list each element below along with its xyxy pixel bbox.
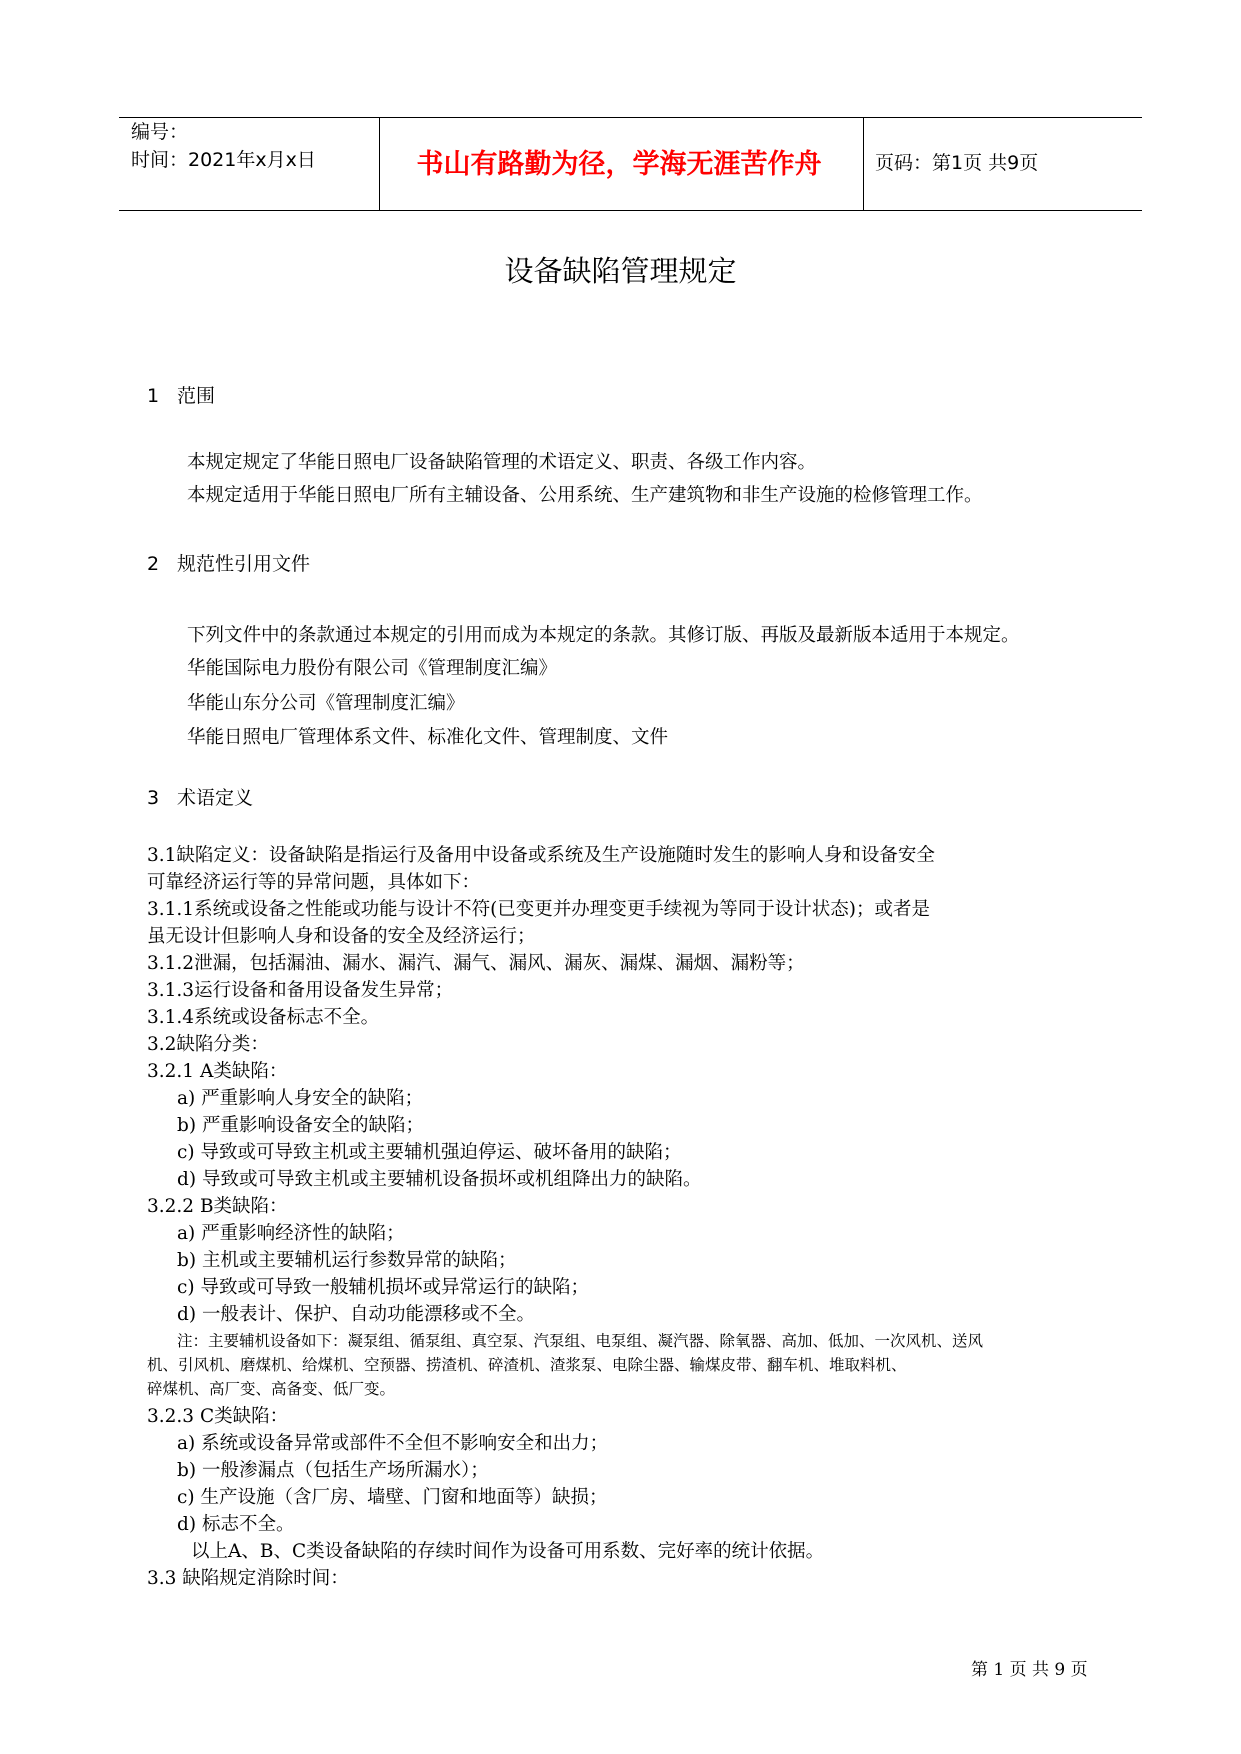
header-divider <box>863 118 864 210</box>
section-heading <box>147 551 310 577</box>
clause-line: 3.2缺陷分类： <box>147 1034 269 1055</box>
list-item: d) 一般表计、保护、自动功能漂移或不全。 <box>177 1304 535 1325</box>
list-item: b) 一般渗漏点（包括生产场所漏水）； <box>177 1460 489 1481</box>
page-footer: 第 1 页 共 9 页 <box>971 1660 1088 1680</box>
clause-line: 3.1.1系统或设备之性能或功能与设计不符(已变更并办理变更手续视为等同于设计状态)；或者是 <box>147 899 931 920</box>
reference-item: 华能山东分公司《管理制度汇编》 <box>187 693 465 714</box>
paragraph: 下列文件中的条款通过本规定的引用而成为本规定的条款。其修订版、再版及最新版本适用于本规定。 <box>187 625 1020 646</box>
clause-line: 3.3 缺陷规定消除时间： <box>147 1568 349 1589</box>
time-label: 时间：2021年x月x日 <box>131 149 316 171</box>
list-item: d) 标志不全。 <box>177 1514 295 1535</box>
header-page-label: 页码：第1页 共9页 <box>875 152 1039 174</box>
section-title: 术语定义 <box>177 787 254 809</box>
list-item: c) 导致或可导致主机或主要辅机强迫停运、破坏备用的缺陷； <box>177 1142 682 1163</box>
list-item: b) 严重影响设备安全的缺陷； <box>177 1115 424 1136</box>
clause-line: 3.2.2 B类缺陷： <box>147 1196 288 1217</box>
note-line: 注：主要辅机设备如下：凝泵组、循泵组、真空泵、汽泵组、电泵组、凝汽器、除氧器、高加、低加、一次风机、送风 <box>177 1332 984 1350</box>
paragraph: 本规定规定了华能日照电厂设备缺陷管理的术语定义、职责、各级工作内容。 <box>187 452 817 473</box>
clause-line: 虽无设计但影响人身和设备的安全及经济运行； <box>147 926 536 947</box>
header-divider <box>379 118 380 210</box>
list-item: a) 系统或设备异常或部件不全但不影响安全和出力； <box>177 1433 609 1454</box>
clause-line: 3.2.1 A类缺陷： <box>147 1061 288 1082</box>
clause-line: 3.1.4系统或设备标志不全。 <box>147 1007 380 1028</box>
header-left-cell <box>119 118 379 210</box>
note-line: 碎煤机、高厂变、高备变、低厂变。 <box>147 1380 396 1398</box>
clause-line: 3.2.3 C类缺陷： <box>147 1406 289 1427</box>
document-number-label: 编号： <box>131 121 189 143</box>
reference-item: 华能国际电力股份有限公司《管理制度汇编》 <box>187 658 558 679</box>
section-heading <box>147 383 215 409</box>
list-item: c) 导致或可导致一般辅机损坏或异常运行的缺陷； <box>177 1277 589 1298</box>
section-number: 2 <box>147 553 160 575</box>
clause-line: 3.1.3运行设备和备用设备发生异常； <box>147 980 454 1001</box>
clause-line: 3.1.2泄漏，包括漏油、漏水、漏汽、漏气、漏风、漏灰、漏煤、漏烟、漏粉等； <box>147 953 805 974</box>
list-item: b) 主机或主要辅机运行参数异常的缺陷； <box>177 1250 517 1271</box>
section-title: 规范性引用文件 <box>177 553 311 575</box>
header-motto: 书山有路勤为径，学海无涯苦作舟 <box>416 149 822 180</box>
list-item: d) 导致或可导致主机或主要辅机设备损坏或机组降出力的缺陷。 <box>177 1169 702 1190</box>
paragraph: 以上A、B、C类设备缺陷的存续时间作为设备可用系数、完好率的统计依据。 <box>191 1541 825 1562</box>
clause-line: 可靠经济运行等的异常问题，具体如下： <box>147 872 481 893</box>
reference-item: 华能日照电厂管理体系文件、标准化文件、管理制度、文件 <box>187 727 669 748</box>
section-number: 1 <box>147 385 160 407</box>
note-line: 机、引风机、磨煤机、给煤机、空预器、捞渣机、碎渣机、渣浆泵、电除尘器、输煤皮带、翻车机、堆取料机、 <box>147 1356 907 1374</box>
list-item: a) 严重影响经济性的缺陷； <box>177 1223 405 1244</box>
header-table <box>119 117 1142 211</box>
section-heading <box>147 785 253 811</box>
section-number: 3 <box>147 787 160 809</box>
paragraph: 本规定适用于华能日照电厂所有主辅设备、公用系统、生产建筑物和非生产设施的检修管理工作。 <box>187 485 983 506</box>
list-item: a) 严重影响人身安全的缺陷； <box>177 1088 424 1109</box>
list-item: c) 生产设施（含厂房、墙壁、门窗和地面等）缺损； <box>177 1487 608 1508</box>
clause-line: 3.1缺陷定义：设备缺陷是指运行及备用中设备或系统及生产设施随时发生的影响人身和设备安全 <box>147 845 935 866</box>
document-title: 设备缺陷管理规定 <box>504 254 737 288</box>
section-title: 范围 <box>177 385 216 407</box>
